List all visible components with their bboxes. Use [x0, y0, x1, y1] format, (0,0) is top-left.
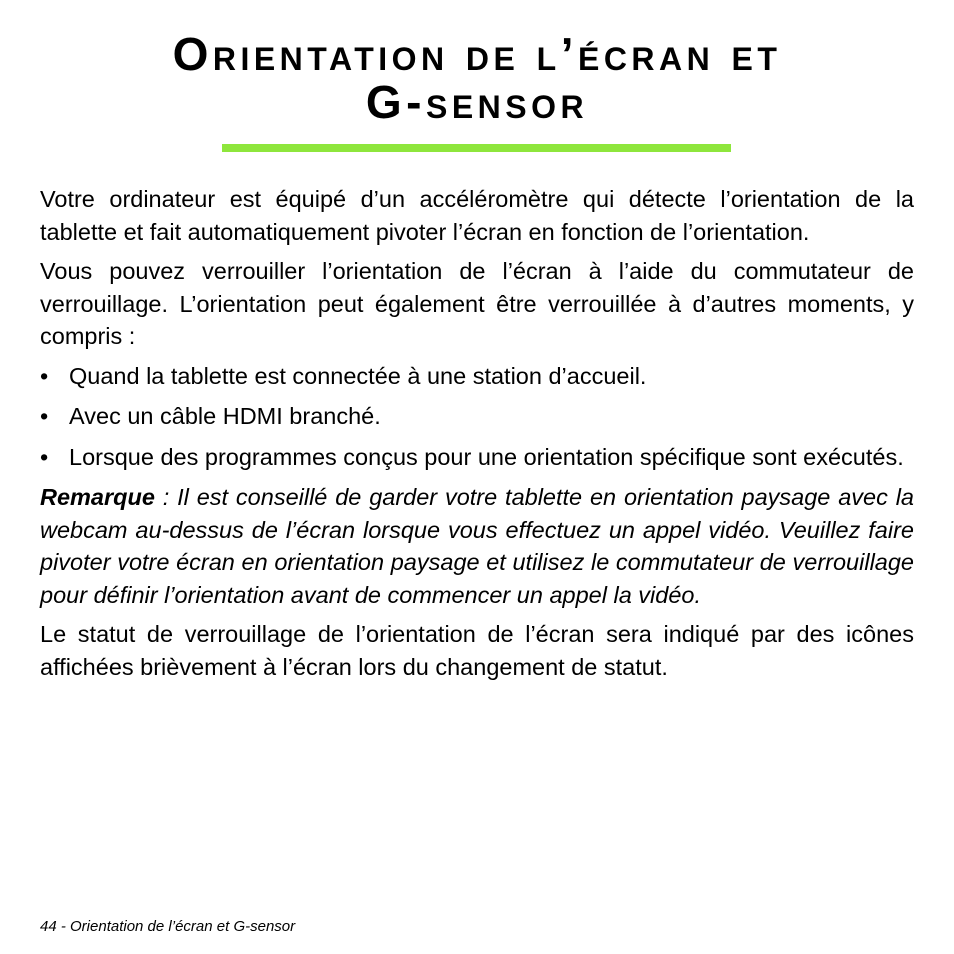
conditions-list	[40, 360, 914, 474]
note-label: Remarque	[40, 484, 155, 510]
page-footer: 44 - Orientation de l’écran et G-sensor	[40, 918, 296, 935]
bullet-icon: •	[40, 443, 49, 470]
page-title	[0, 30, 954, 126]
note-block	[40, 481, 914, 611]
list-item	[40, 360, 914, 393]
list-item	[40, 400, 914, 433]
list-item-text: Lorsque des programmes conçus pour une orientation spécifique sont exécutés.	[69, 443, 904, 470]
list-item	[40, 441, 914, 474]
page-title-line-2: G-sensor	[365, 76, 589, 128]
bullet-icon: •	[40, 403, 49, 429]
page-title-line-1: Orientation de l’écran et	[172, 28, 782, 80]
list-item-text: Avec un câble HDMI branché.	[69, 403, 381, 429]
bullet-icon: •	[40, 362, 49, 389]
lock-paragraph: Vous pouvez verrouiller l’orientation de l’écran à l’aide du commutateur de verrouillage. L’orientation peut également être verrouillée à d’autres moments, y compris :	[40, 258, 914, 349]
title-underline-rule	[222, 144, 731, 152]
note-text: : Il est conseillé de garder votre tablette en orientation paysage avec la webcam au-dessus de l’écran lorsque vous effectuez un appel vidéo. Veuillez faire pivoter votre écran en orientation paysage et utilisez le commutateur de verrouillage pour définir l’orientation avant de commencer un appel la vidéo.	[40, 484, 914, 608]
main-content	[40, 183, 914, 690]
status-paragraph: Le statut de verrouillage de l’orientation de l’écran sera indiqué par des icônes affichées brièvement à l’écran lors du changement de statut.	[40, 621, 914, 680]
list-item-text: Quand la tablette est connectée à une station d’accueil.	[69, 362, 647, 389]
intro-paragraph: Votre ordinateur est équipé d’un accéléromètre qui détecte l’orientation de la tablette et fait automatiquement pivoter l’écran en fonction de l’orientation.	[40, 186, 914, 245]
